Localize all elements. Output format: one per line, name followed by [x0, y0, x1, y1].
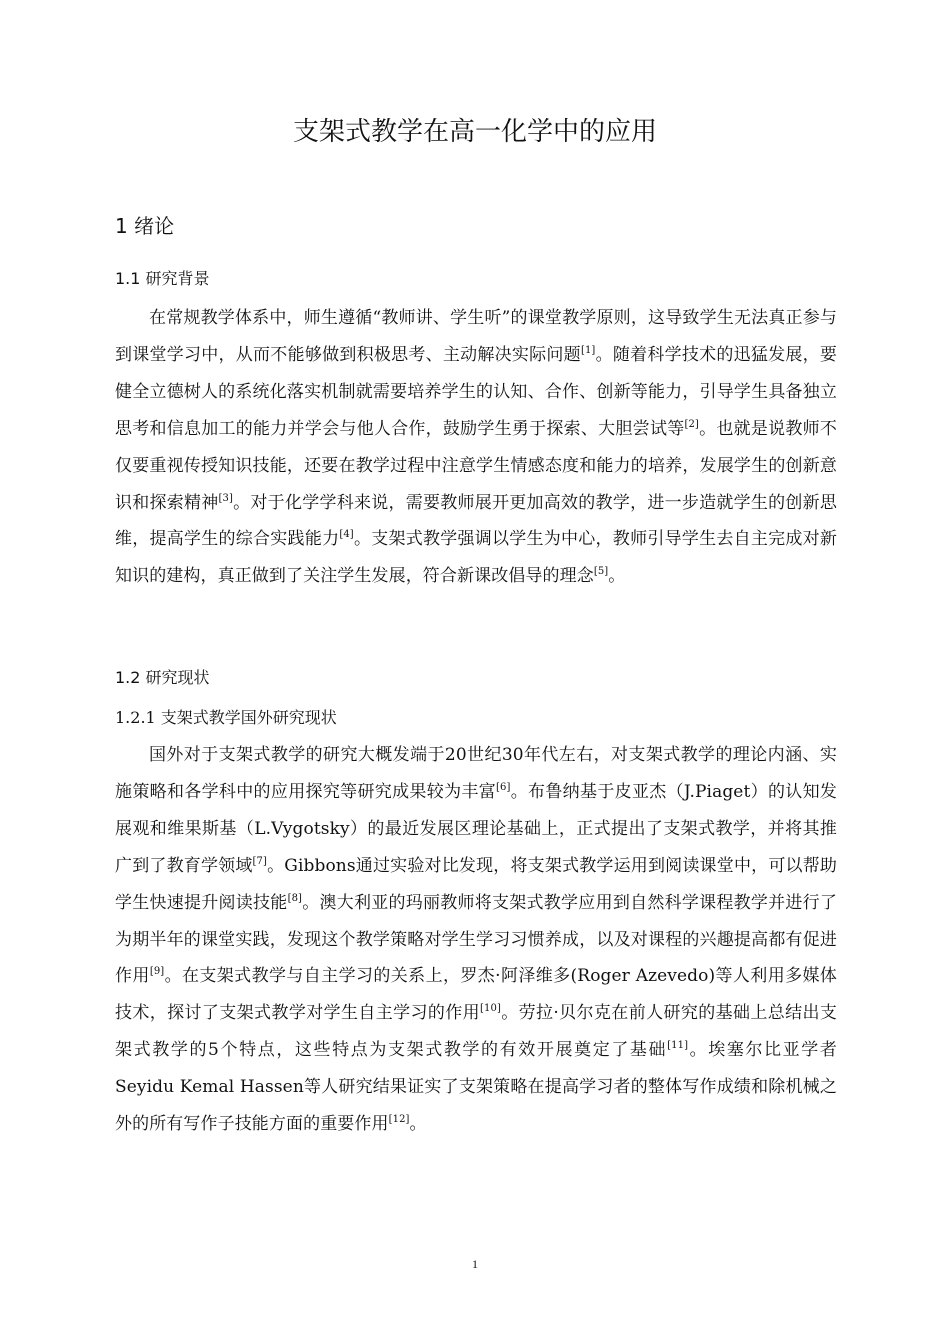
text-segment: 。对于化学学科来说，需要教师展开更加高效的教学，进一步造就学生的创新思维，提高学生的综合实践能力[4]: [115, 492, 837, 550]
text-segment: 。布鲁纳基于皮亚杰（J.Piaget）的认知发展观和维果斯基（L.Vygotsky）的最近发展区理论基础上，正式提出了支架式教学，并将其推广到了教育学领域[7]: [115, 781, 837, 876]
citation-ref: [10]: [480, 1003, 501, 1015]
section-heading-1-1: 1.1 研究背景: [115, 269, 210, 288]
page-number: 1: [472, 1257, 478, 1271]
citation-ref: [1]: [580, 344, 596, 356]
page-title: 支架式教学在高一化学中的应用: [292, 117, 657, 147]
citation-ref: [9]: [149, 966, 165, 978]
citation-ref: [8]: [287, 892, 303, 904]
text-segment: 。支架式教学强调以学生为中心，教师引导学生去自主完成对新知识的建构，真正做到了关注学生发展，符合新课改倡导的理念[5]: [115, 529, 837, 587]
citation-ref: [2]: [684, 418, 699, 430]
citation-ref: [11]: [667, 1040, 689, 1052]
citation-ref: [7]: [252, 855, 267, 867]
section-heading-1-2: 1.2 研究现状: [115, 668, 210, 687]
section-heading-1: 1 绪论: [115, 214, 175, 238]
text-segment: 国外对于支架式教学的研究大概发端于20世纪30年代左右，对支架式教学的理论内涵、实施策略和各学科中的应用探究等研究成果较为丰富[6]: [115, 745, 837, 802]
text-segment: 。也就是说教师不仅要重视传授知识技能，还要在教学过程中注意学生情感态度和能力的培养，发展学生的创新意识和探索精神[3]: [115, 418, 837, 513]
text-segment: 在常规教学体系中，师生遵循“教师讲、学生听”的课堂教学原则，这导致学生无法真正参与到课堂学习中，从而不能够做到积极思考、主动解决实际问题[1]: [115, 308, 837, 365]
citation-ref: [5]: [593, 566, 609, 578]
paragraph-research-background: [115, 300, 837, 595]
text-segment: 。在支架式教学与自主学习的关系上，罗杰·阿泽维多(Roger Azevedo)等人利用多媒体技术，探讨了支架式教学对学生自主学习的作用[10]: [115, 966, 838, 1024]
text-segment: 。劳拉·贝尔克在前人研究的基础上总结出支架式教学的5个特点，这些特点为支架式教学的有效开展奠定了基础[11]: [115, 1003, 837, 1061]
citation-ref: [6]: [496, 781, 511, 793]
section-heading-1-2-1: 1.2.1 支架式教学国外研究现状: [115, 708, 337, 727]
text-segment: 。: [608, 566, 626, 587]
text-segment: 。: [409, 1114, 427, 1135]
paragraph-foreign-research: [115, 737, 837, 1143]
text-segment: 。Gibbons通过实验对比发现，将支架式教学运用到阅读课堂中，可以帮助学生快速提升阅读技能[8]: [115, 855, 837, 913]
citation-ref: [3]: [218, 492, 234, 504]
text-segment: 。澳大利亚的玛丽教师将支架式教学应用到自然科学课程教学并进行了为期半年的课堂实践，发现这个教学策略对学生学习习惯养成，以及对课程的兴趣提高都有促进作用[9]: [115, 892, 838, 987]
citation-ref: [4]: [339, 529, 354, 541]
citation-ref: [12]: [388, 1114, 410, 1126]
text-segment: 。随着科学技术的迅猛发展，要健全立德树人的系统化落实机制就需要培养学生的认知、合作、创新等能力，引导学生具备独立思考和信息加工的能力并学会与他人合作，鼓励学生勇于探索、大胆尝试等[2]: [115, 344, 837, 439]
text-segment: 。埃塞尔比亚学者Seyidu Kemal Hassen等人研究结果证实了支架策略在提高学习者的整体写作成绩和除机械之外的所有写作子技能方面的重要作用[12]: [115, 1040, 837, 1135]
